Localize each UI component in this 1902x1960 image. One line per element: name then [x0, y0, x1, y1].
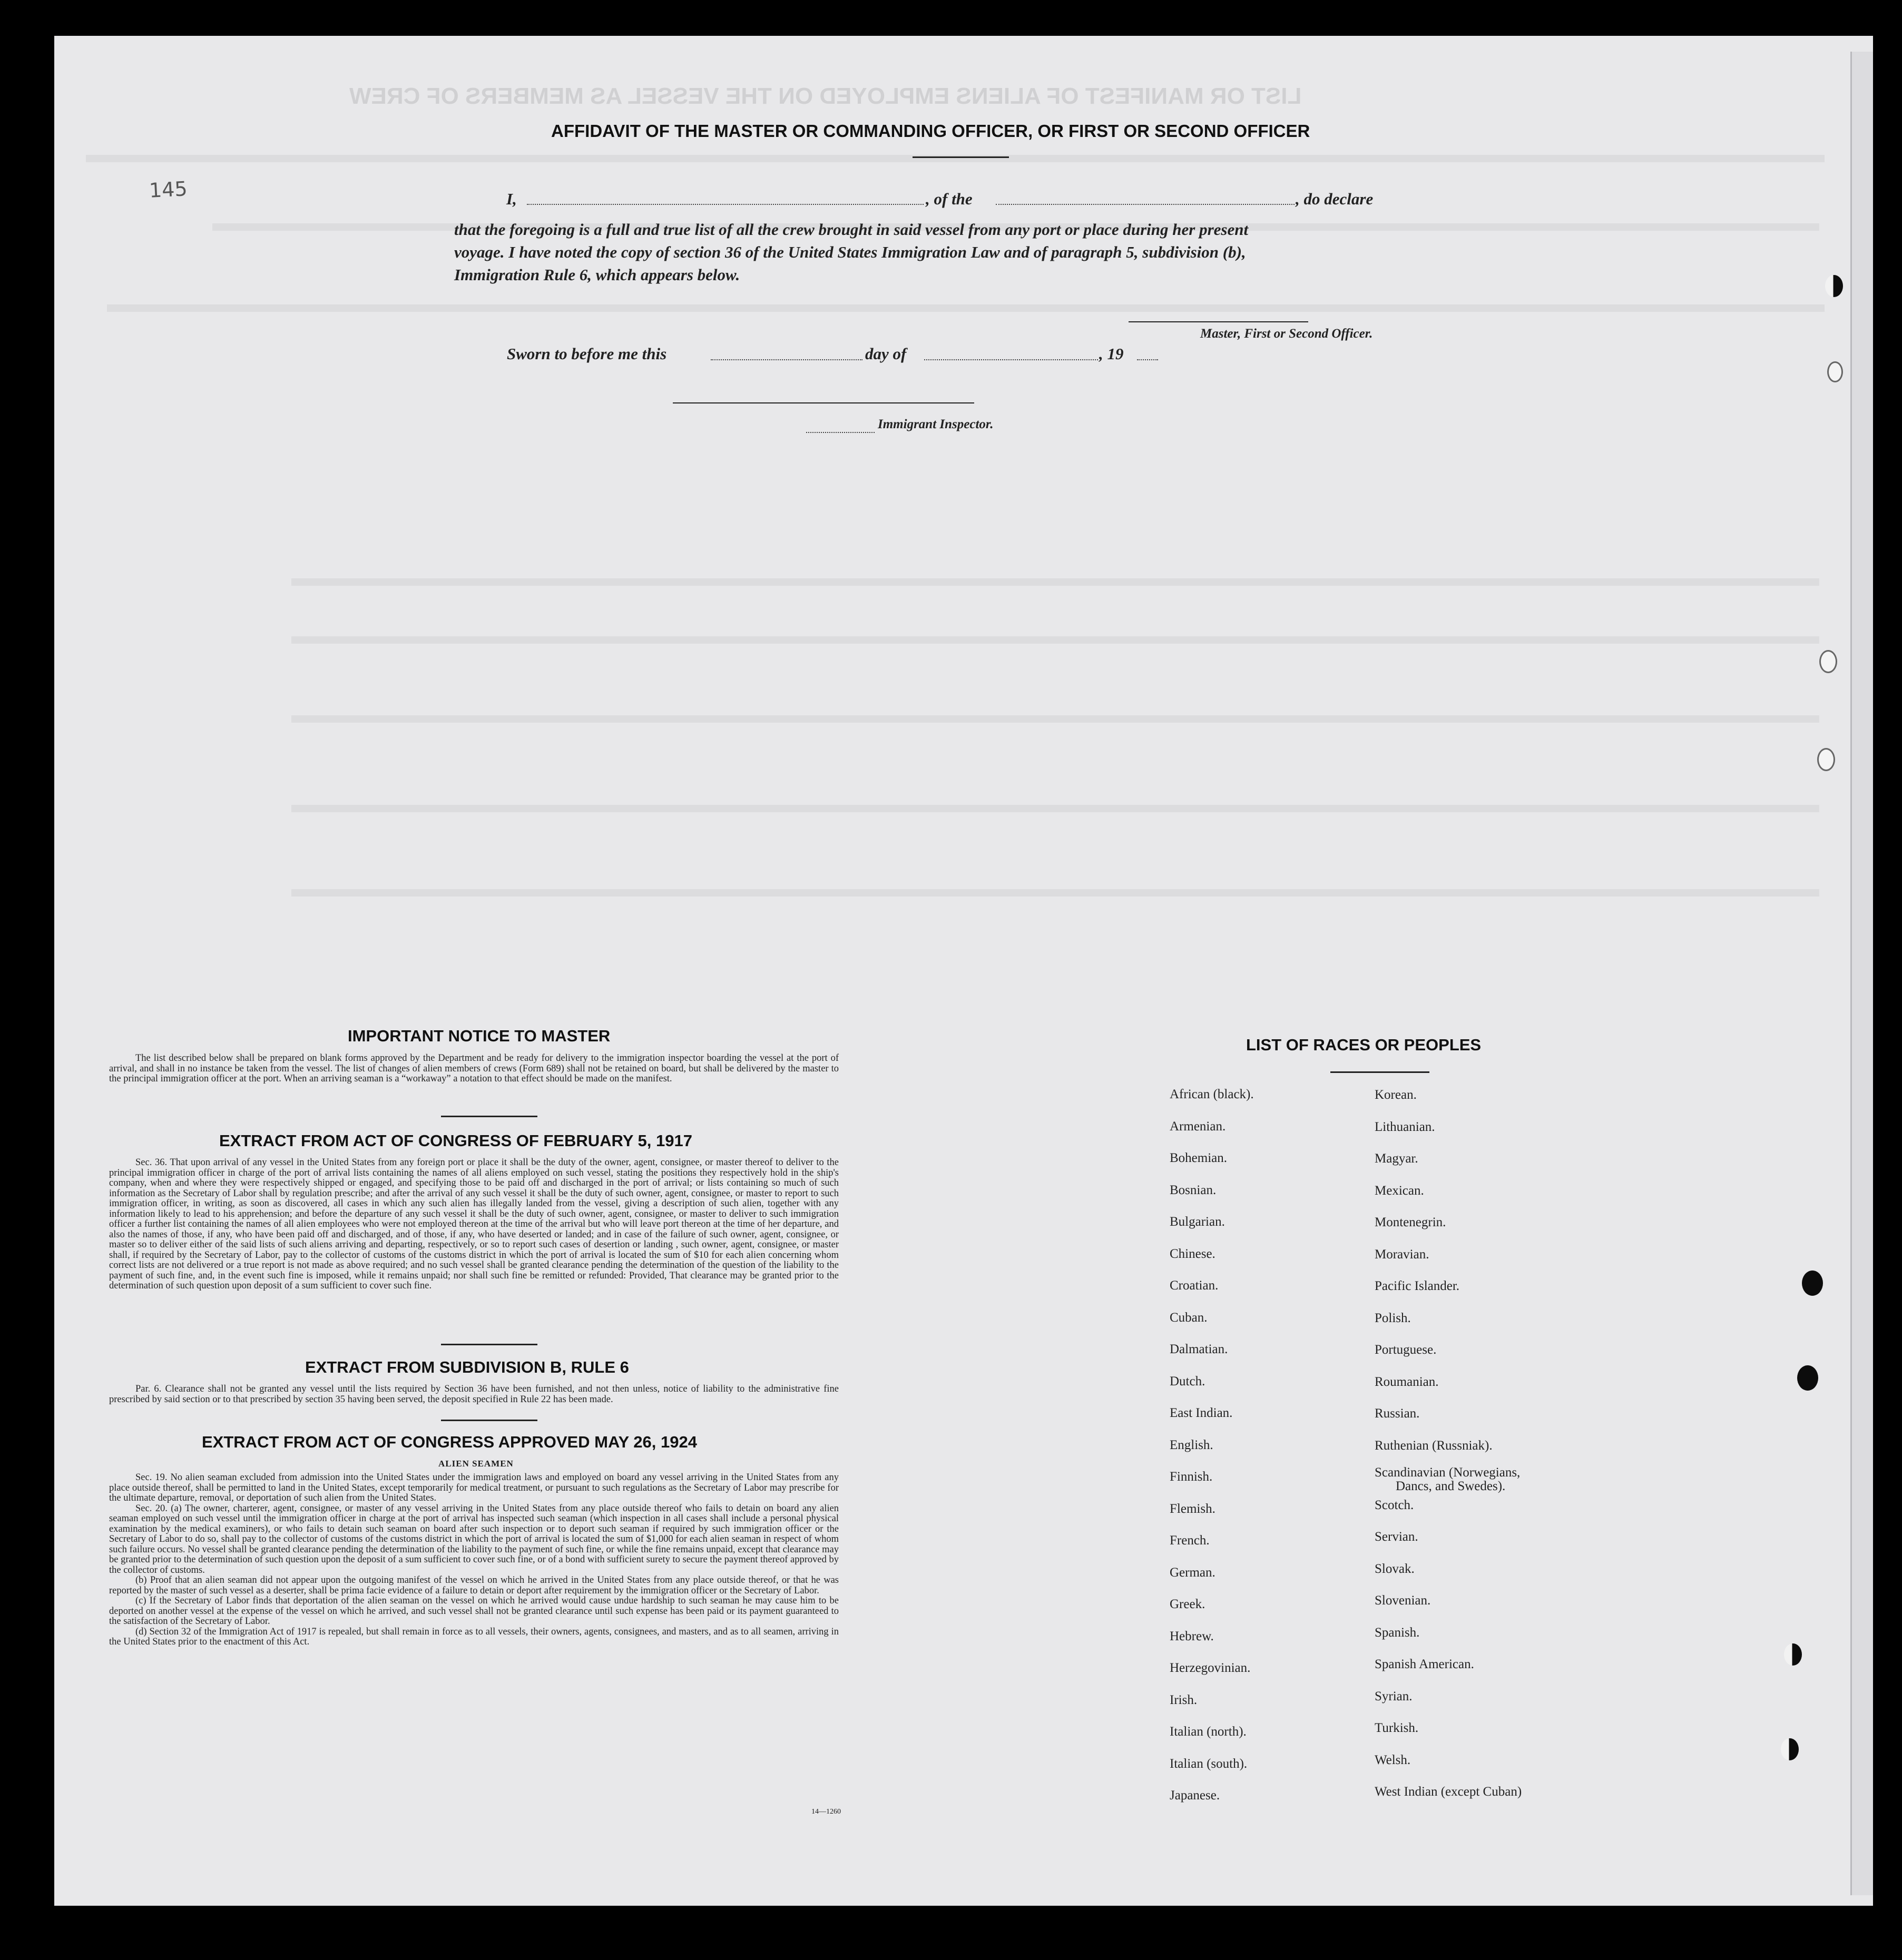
section-rule: [441, 1420, 537, 1421]
bleed-through-line: [291, 636, 1819, 644]
master-signature-line: [1129, 321, 1308, 322]
punch-hole: [1781, 1738, 1799, 1760]
bleed-through-line: [291, 578, 1819, 586]
race-item: East Indian.: [1170, 1406, 1233, 1420]
races-column-2: [1375, 1088, 1522, 1817]
race-item: Slovenian.: [1375, 1593, 1431, 1608]
form-number: 14—1260: [811, 1808, 841, 1816]
race-item: Bulgarian.: [1170, 1215, 1225, 1229]
alien-seamen-subtitle: ALIEN SEAMEN: [438, 1459, 514, 1469]
race-item: Moravian.: [1375, 1247, 1429, 1262]
race-item: Polish.: [1375, 1311, 1411, 1325]
race-item: Armenian.: [1170, 1119, 1226, 1134]
extract-1924-text: [109, 1473, 839, 1648]
race-item: Welsh.: [1375, 1752, 1411, 1767]
sec-20c: (c) If the Secretary of Labor finds that deportation of the alien seaman on the vessel on which he arrived would cause undue hardship to such seaman he may cause him to be deported on another vessel at the expense of the vessel on which he arrived, and such vessel shall not be granted clearance until such expense has been paid or its payment guaranteed to the satisfaction of the Secretary of Labor.: [109, 1595, 839, 1627]
race-item: French.: [1170, 1533, 1210, 1548]
sec-20a: Sec. 20. (a) The owner, charterer, agent, consignee, or master of any vessel arriving in the United States from any place outside thereof who fails to detain on board any alien seaman employed on such vessel until the immigration officer in charge at the port of arrival has inspected such seaman (which inspection in all cases shall include a personal physical examination by the medical examiners), or who fails to detain such seaman on board after such inspection or to deport such seaman if required by such immigration officer or the Secretary of Labor to do so, shall pay to the collector of customs of the customs district in which the port of arrival is located the sum of $1,000 for each alien seaman in respect of whom such failure occurs. No vessel shall be granted clearance pending the determination of the liability to the payment of such fine, or while the fine remains unpaid, except that clearance may be granted prior to the determination of such question upon the deposit of a sum sufficient to cover such fine, or of a bond with sufficient surety to secure the payment thereof approved by the collector of customs.: [109, 1503, 839, 1575]
bleed-through-line: [107, 304, 1825, 312]
punch-hole: [1827, 361, 1843, 382]
affidavit-declare: , do declare: [1296, 190, 1374, 208]
sec-20d: (d) Section 32 of the Immigration Act of 1917 is repealed, but shall remain in force as to all vessels, their owners, agents, consignees, and masters, and as to all seamen, arriving in the United States prior to the enactment of this Act.: [109, 1626, 839, 1647]
race-item: Montenegrin.: [1375, 1215, 1446, 1229]
race-item: Flemish.: [1170, 1501, 1215, 1516]
inspector-caption: Immigrant Inspector.: [878, 417, 994, 431]
bleed-through-line: [291, 889, 1819, 897]
race-item: Ruthenian (Russniak).: [1375, 1438, 1493, 1453]
races-title-rule: [1330, 1071, 1429, 1073]
sworn-text: Sworn to before me this: [507, 344, 667, 363]
subdivision-text: Par. 6. Clearance shall not be granted any vessel until the lists required by Section 36 have been furnished, and not then unless, notice of liability to the administrative fine prescribed by said section or to that prescribed by section 35 having been served, the deposit specified in Rule 22 has been made.: [109, 1384, 839, 1405]
page-edge: [1850, 52, 1873, 1895]
affidavit-line2: that the foregoing is a full and true list of all the crew brought in said vessel from any port or place during her present: [454, 220, 1249, 239]
race-item: Russian.: [1375, 1406, 1420, 1421]
vessel-name-field: [996, 204, 1295, 205]
affidavit-of-the: , of the: [926, 190, 973, 208]
race-item-line: Scandinavian (Norwegians,: [1375, 1465, 1521, 1480]
affidavit-title: AFFIDAVIT OF THE MASTER OR COMMANDING OFFICER, OR FIRST OR SECOND OFFICER: [551, 121, 1310, 141]
punch-hole: [1784, 1643, 1802, 1666]
bleed-through-line: [291, 805, 1819, 812]
sworn-day-field: [711, 359, 862, 360]
race-item: Dalmatian.: [1170, 1342, 1228, 1356]
race-item: Servian.: [1375, 1530, 1418, 1544]
races-title: LIST OF RACES OR PEOPLES: [1246, 1036, 1482, 1054]
race-item: Pacific Islander.: [1375, 1279, 1460, 1293]
race-item: Mexican.: [1375, 1183, 1424, 1198]
race-item: West Indian (except Cuban): [1375, 1785, 1522, 1799]
race-item: German.: [1170, 1565, 1215, 1580]
section-rule: [441, 1344, 537, 1345]
race-item: Italian (north).: [1170, 1725, 1247, 1739]
subdivision-title: EXTRACT FROM SUBDIVISION B, RULE 6: [305, 1358, 629, 1376]
race-item: English.: [1170, 1437, 1213, 1452]
extract-1917-title: EXTRACT FROM ACT OF CONGRESS OF FEBRUARY 5, 1917: [219, 1131, 692, 1150]
race-item: Bosnian.: [1170, 1183, 1217, 1197]
handwritten-margin-note: 145: [148, 177, 188, 202]
title-rule: [913, 156, 1009, 158]
race-item: [1375, 1466, 1522, 1498]
affidavit-line3: voyage. I have noted the copy of section 36 of the United States Immigration Law and of paragraph 5, subdivision (b),: [454, 243, 1246, 261]
section-rule: [441, 1116, 537, 1117]
race-item: Cuban.: [1170, 1310, 1208, 1325]
race-item-line: Dancs, and Swedes).: [1396, 1479, 1506, 1493]
race-item: Dutch.: [1170, 1374, 1205, 1388]
sworn-month-field: [924, 359, 1098, 360]
race-item: Magyar.: [1375, 1151, 1418, 1166]
extract-1917-text: Sec. 36. That upon arrival of any vessel in the United States from any foreign port or place it shall be the duty of the owner, agent, consignee, or master thereof to deliver to the principal immigration officer in charge of the port of arrival lists containing the names of all aliens employed on such vessel, stating the positions they respectively hold in the ship's company, when and where they were respectively shipped or engaged, and specifying those to be paid off and discharged in the port of arrival; or lists containing so much of such information as the Secretary of Labor shall by regulation prescribe; and after the arrival of any such vessel it shall be the duty of such owner, agent, consignee, or master to report to such immigration officer, in writing, as soon as discovered, all cases in which any such alien has illegally landed from the vessel, giving a description of such alien, together with any information likely to lead to his apprehension; and before the departure of any such vessel it shall be the duty of such owner, agent, consignee, or master to deliver to such immigration officer a further list containing the names of all alien employees who were not employed thereon at the time of the arrival but who will leave port thereon at the time of her departure, and also the names of those, if any, who have been paid off and discharged, and of those, if any, who have deserted or landed; and in case of the failure of such owner, agent, consignee, or master so to deliver either of the said lists of such aliens arriving and departing, respectively, or so to report such cases of desertion or landing , such owner, agent, consignee, or master shall, if required by the Secretary of Labor, pay to the collector of customs of the customs district in which the port of arrival is located the sum of $10 for each alien concerning whom correct lists are not delivered or a true report is not made as above required; and no such vessel shall be granted clearance pending the determination of the question of the liability to the payment of such fine, and, in the event such fine is imposed, while it remains unpaid; nor shall such fine be remitted or refunded: Provided, That clearance may be granted prior to the determination of such question upon deposit of a sum sufficient to cover such fine.: [109, 1157, 839, 1291]
sec-19: Sec. 19. No alien seaman excluded from admission into the United States under the immigration laws and employed on board any vessel arriving in the United States from any place outside thereof, shall be permitted to land in the United States, except temporarily for medical treatment, or pursuant to such regulations as the Secretary of Labor may prescribe for the ultimate departure, removal, or deportation of such alien from the United States.: [109, 1472, 839, 1503]
race-item: Hebrew.: [1170, 1629, 1214, 1643]
race-item: Lithuanian.: [1375, 1119, 1435, 1134]
races-column-1: [1170, 1087, 1254, 1820]
master-signature-caption: Master, First or Second Officer.: [1200, 327, 1373, 341]
master-name-field: [527, 204, 924, 205]
race-item: Chinese.: [1170, 1246, 1215, 1261]
race-item: Croatian.: [1170, 1278, 1219, 1293]
year-text: , 19: [1099, 344, 1124, 363]
race-item: Italian (south).: [1170, 1756, 1248, 1771]
punch-hole: [1819, 650, 1837, 673]
document-page: [54, 36, 1873, 1906]
sec-20b: (b) Proof that an alien seaman did not appear upon the outgoing manifest of the vessel on which he arrived in the United States from any place outside thereof, or that he was reported by the master of such vessel as a deserter, shall be prima facie evidence of a failure to detain or deport after requirement by the immigration officer or the Secretary of Labor.: [109, 1575, 839, 1596]
punch-hole: [1802, 1270, 1823, 1296]
punch-hole: [1817, 748, 1835, 771]
race-item: Roumanian.: [1375, 1374, 1439, 1389]
race-item: African (black).: [1170, 1087, 1254, 1101]
race-item: Bohemian.: [1170, 1151, 1228, 1165]
race-item: Slovak.: [1375, 1561, 1415, 1576]
race-item: Scotch.: [1375, 1498, 1414, 1512]
race-item: Korean.: [1375, 1088, 1417, 1102]
notice-title: IMPORTANT NOTICE TO MASTER: [348, 1027, 611, 1045]
bleed-through-title: LIST OR MANIFEST OF ALIENS EMPLOYED ON THE VESSEL AS MEMBERS OF CREW: [349, 83, 1302, 109]
day-of-text: day of: [865, 344, 907, 363]
inspector-signature-line: [673, 402, 974, 403]
punch-hole: [1797, 1365, 1818, 1391]
race-item: Spanish American.: [1375, 1657, 1474, 1671]
extract-1924-title: EXTRACT FROM ACT OF CONGRESS APPROVED MAY 26, 1924: [202, 1433, 697, 1451]
race-item: Portuguese.: [1375, 1343, 1437, 1357]
race-item: Japanese.: [1170, 1788, 1220, 1803]
punch-hole: [1825, 275, 1843, 297]
bleed-through-line: [291, 715, 1819, 723]
affidavit-i: I,: [506, 190, 517, 208]
race-item: Herzegovinian.: [1170, 1661, 1251, 1675]
race-item: Turkish.: [1375, 1721, 1419, 1735]
inspector-prefix-dots: [806, 432, 875, 433]
race-item: Finnish.: [1170, 1470, 1213, 1484]
notice-text: The list described below shall be prepared on blank forms approved by the Department and be ready for delivery to the immigration inspector boarding the vessel at the port of arrival, and shall in no instance be taken from the vessel. The list of changes of alien members of crews (Form 689) shall not be retained on board, but shall be delivered by the master to the principal immigration officer at the port. When an arriving seaman is a “workaway” a notation to that effect should be made on the manifest.: [109, 1053, 839, 1084]
race-item: Spanish.: [1375, 1625, 1420, 1640]
race-item: Greek.: [1170, 1597, 1205, 1611]
affidavit-line4: Immigration Rule 6, which appears below.: [454, 265, 740, 284]
race-item: Syrian.: [1375, 1689, 1413, 1703]
race-item: Irish.: [1170, 1692, 1198, 1707]
sworn-year-field: [1137, 359, 1158, 360]
